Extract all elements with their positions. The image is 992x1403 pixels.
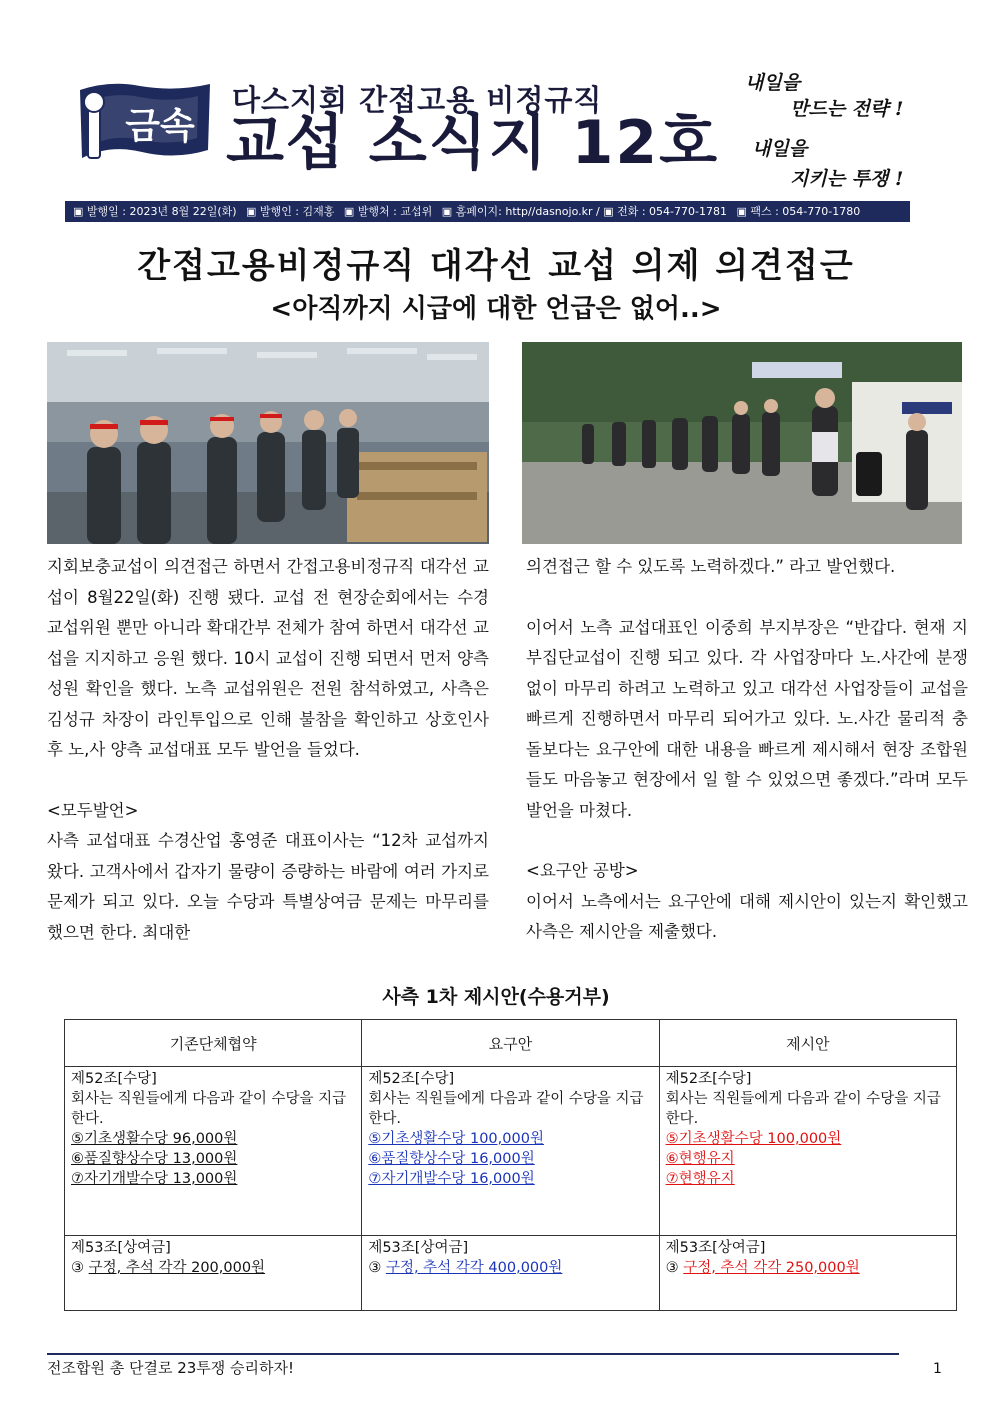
slogan-line-4: 지키는 투쟁 ! <box>790 168 904 190</box>
proposal-table-title: 사측 1차 제시안(수용거부) <box>382 986 610 1008</box>
proposal-allowance-cell: 제52조[수당] 회사는 직원들에게 다음과 같이 수당을 지급한다. ⑤기초생활수당 100,000원 ⑥현행유지 ⑦현행유지 <box>659 1067 956 1236</box>
slogan-line-2: 만드는 전략 ! <box>790 98 904 120</box>
fax: ▣ 팩스 : 054-770-1780 <box>736 205 861 218</box>
union-remarks-paragraph: 이어서 노측 교섭대표인 이중희 부지부장은 “반갑다. 현재 지부집단교섭이 진행 되고 있다. 각 사업장마다 노.사간에 분쟁없이 마무리 하려고 노력하고 있고 대각선 사업장들이 교섭을 빠르게 진행하면서 마무리 되어가고 있다. 노.사간 물리적 충돌보다는 요구안에 대한 내용을 빠르게 제시해서 현장 조합원들도 마음놓고 현장에서 일 할 수 있었으면 좋겠다.”라며 모두발언을 마쳤다. <box>526 617 968 820</box>
organization-name: 다스지회 간접고용 비정규직 <box>232 83 603 117</box>
footer-divider <box>47 1353 899 1355</box>
logo-text: 금속 <box>125 106 195 147</box>
publish-date: ▣ 발행일 : 2023년 8월 22일(화) <box>73 205 237 218</box>
header-proposal: 제시안 <box>659 1020 956 1067</box>
header-existing: 기존단체협약 <box>65 1020 362 1067</box>
continued-paragraph: 의견접근 할 수 있도록 노력하겠다.” 라고 발언했다. <box>526 557 896 576</box>
opening-remarks-heading: <모두발언> <box>47 800 139 820</box>
slogan-line-3: 내일을 <box>752 138 808 160</box>
proposal-comparison-table <box>64 1019 957 1311</box>
header-demand: 요구안 <box>362 1020 659 1067</box>
page-number: 1 <box>933 1361 942 1377</box>
existing-bonus-cell: 제53조[상여금] ③ 구정, 추석 각각 200,000원 <box>65 1236 362 1311</box>
article-right-column <box>526 552 968 948</box>
footer-slogan: 전조합원 총 단결로 23투쟁 승리하자! <box>47 1359 295 1377</box>
proposal-bonus-cell: 제53조[상여금] ③ 구정, 추석 각각 250,000원 <box>659 1236 956 1311</box>
article-left-column <box>47 552 489 948</box>
opening-remarks-paragraph: 사측 교섭대표 수경산업 홍영준 대표이사는 “12차 교섭까지 왔다. 고객사에서 갑자기 물량이 증량하는 바람에 여러 가지로 문제가 되고 있다. 오늘 수당과 특별상여금 문제는 마무리를 했으면 한다. 최대한 <box>47 831 489 942</box>
slogan-line-1: 내일을 <box>745 72 801 94</box>
newsletter-title: 교섭 소식지 12호 <box>226 108 720 178</box>
demand-allowance-cell: 제52조[수당] 회사는 직원들에게 다음과 같이 수당을 지급한다. ⑤기초생활수당 100,000원 ⑥품질향상수당 16,000원 ⑦자기개발수당 16,000원 <box>362 1067 659 1236</box>
publisher: ▣ 발행인 : 김재홍 <box>246 205 335 218</box>
publication-info-bar <box>65 201 910 222</box>
homepage-phone: ▣ 홈페이지: http//dasnojo.kr / ▣ 전화 : 054-770-1781 <box>441 205 727 218</box>
intro-paragraph: 지회보충교섭이 의견접근 하면서 간접고용비정규직 대각선 교섭이 8월22일(화) 진행 됐다. 교섭 전 현장순회에서는 수경 교섭위원 뿐만 아니라 확대간부 전체가 참여 하면서 대각선 교섭을 지지하고 응원 했다. 10시 교섭이 진행 되면서 먼저 양측 성원 확인을 했다. 노측 교섭위원은 전원 참석하였고, 사측은 김성규 차장이 라인투입으로 인해 불참을 확인하고 상호인사 후 노,사 양측 교섭대표 모두 발언을 들었다. <box>47 557 489 759</box>
demand-debate-heading: <요구안 공방> <box>526 861 639 880</box>
outdoor-rally-photo <box>522 342 962 544</box>
table-header-row <box>65 1020 957 1067</box>
factory-floor-workers-photo <box>47 342 489 544</box>
headline: 간접고용비정규직 대각선 교섭 의제 의견접근 <box>137 246 855 286</box>
demand-debate-paragraph: 이어서 노측에서는 요구안에 대해 제시안이 있는지 확인했고 사측은 제시안을 제출했다. <box>526 891 968 941</box>
table-row <box>65 1067 957 1236</box>
issuer: ▣ 발행처 : 교섭위 <box>343 205 433 218</box>
table-row <box>65 1236 957 1311</box>
demand-bonus-cell: 제53조[상여금] ③ 구정, 추석 각각 400,000원 <box>362 1236 659 1311</box>
subheadline: <아직까지 시급에 대한 언급은 없어..> <box>270 294 722 324</box>
union-flag-logo <box>70 72 220 172</box>
existing-allowance-cell: 제52조[수당] 회사는 직원들에게 다음과 같이 수당을 지급한다. ⑤기초생활수당 96,000원 ⑥품질향상수당 13,000원 ⑦자기개발수당 13,000원 <box>65 1067 362 1236</box>
